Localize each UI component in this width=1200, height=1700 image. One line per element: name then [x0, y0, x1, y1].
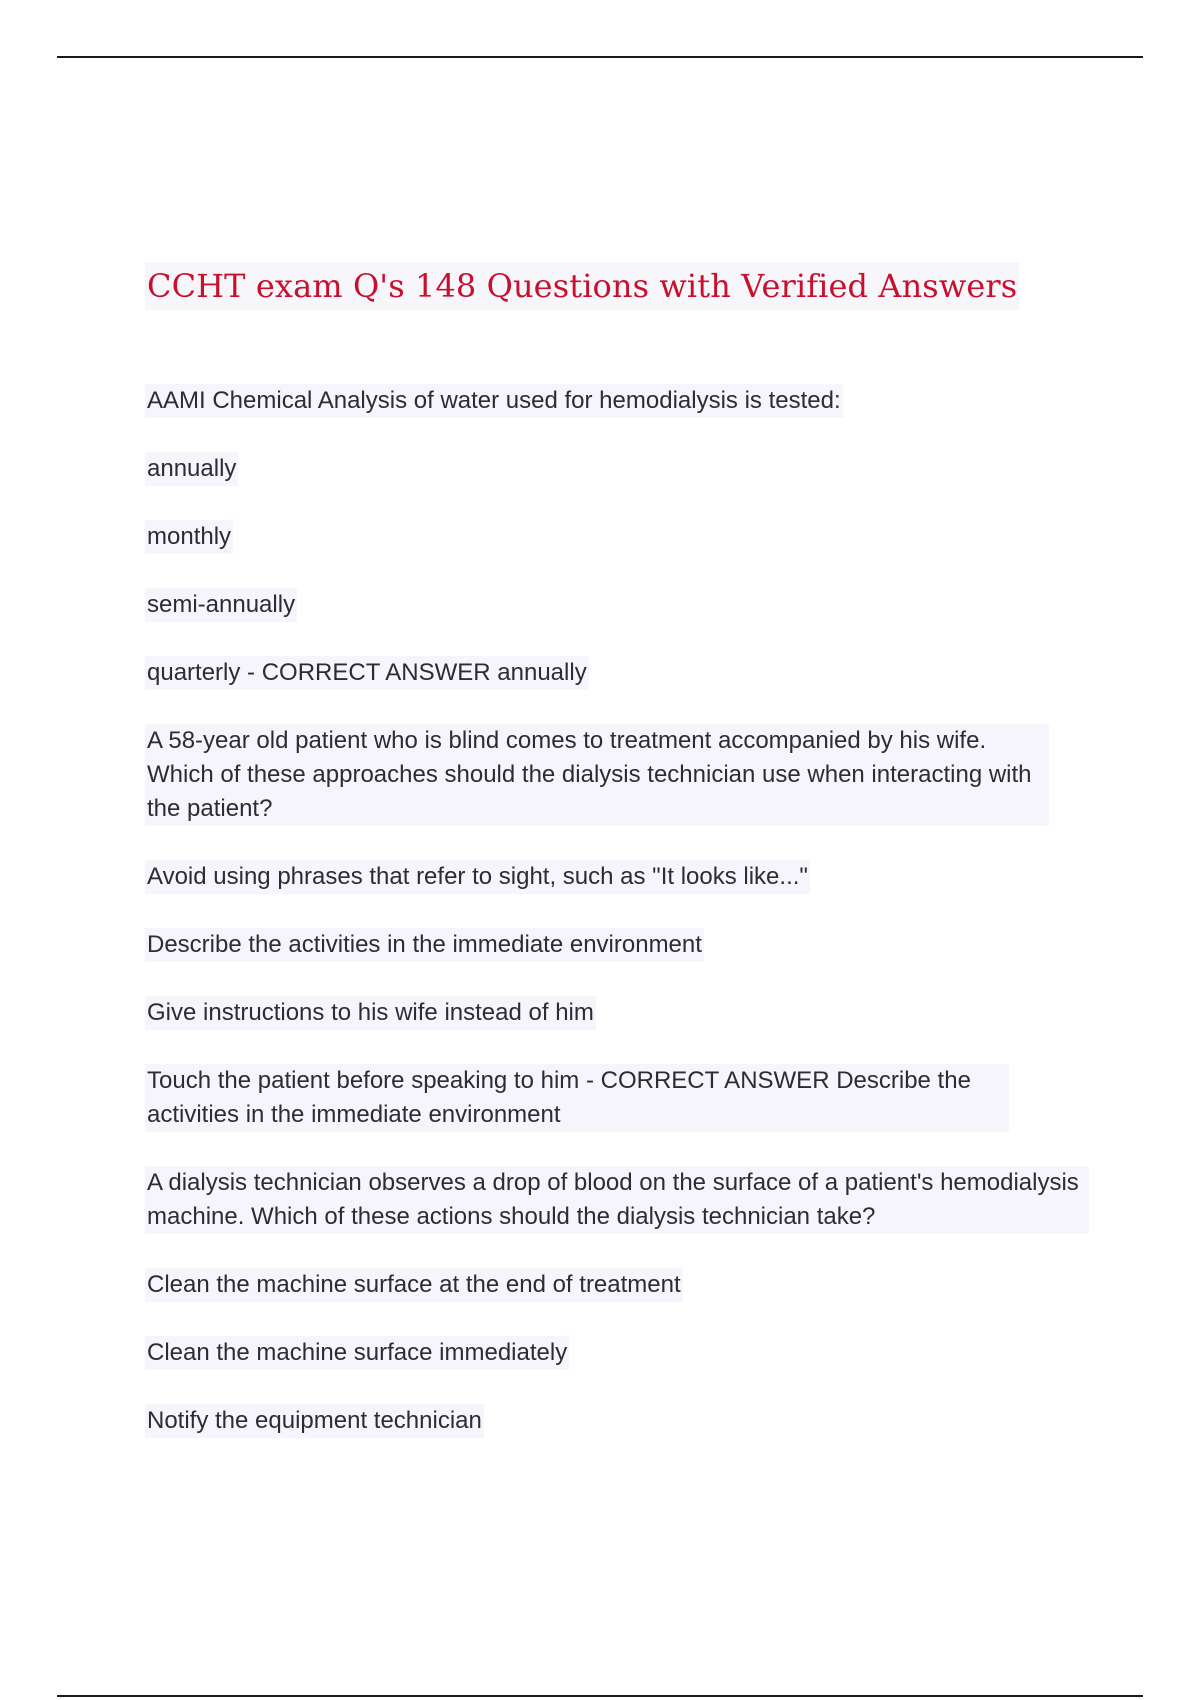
question-3-option-a: Clean the machine surface at the end of treatment [145, 1268, 683, 1302]
document-title: CCHT exam Q's 148 Questions with Verified Answers [145, 262, 1019, 310]
top-horizontal-rule [57, 56, 1143, 58]
question-1-option-c: semi-annually [145, 588, 297, 622]
question-2-option-b: Describe the activities in the immediate environment [145, 928, 704, 962]
question-1-option-d-answer: quarterly - CORRECT ANSWER annually [145, 656, 589, 690]
question-2-option-c: Give instructions to his wife instead of him [145, 996, 596, 1030]
question-1-stem: AAMI Chemical Analysis of water used for hemodialysis is tested: [145, 384, 843, 418]
question-2-stem: A 58-year old patient who is blind comes to treatment accompanied by his wife. Which of these approaches should the dialysis technician use when interacting with the patient? [145, 724, 1049, 826]
question-2-option-a: Avoid using phrases that refer to sight, such as "It looks like..." [145, 860, 810, 894]
question-3-stem: A dialysis technician observes a drop of blood on the surface of a patient's hemodialysis machine. Which of these actions should the dialysis technician take? [145, 1166, 1089, 1234]
question-1-option-a: annually [145, 452, 238, 486]
question-3-option-b: Clean the machine surface immediately [145, 1336, 569, 1370]
question-1-option-b: monthly [145, 520, 233, 554]
document-body [145, 262, 1105, 1472]
bottom-horizontal-rule [57, 1695, 1143, 1697]
question-2-option-d-answer: Touch the patient before speaking to him - CORRECT ANSWER Describe the activities in the immediate environment [145, 1064, 1009, 1132]
question-3-option-c: Notify the equipment technician [145, 1404, 484, 1438]
